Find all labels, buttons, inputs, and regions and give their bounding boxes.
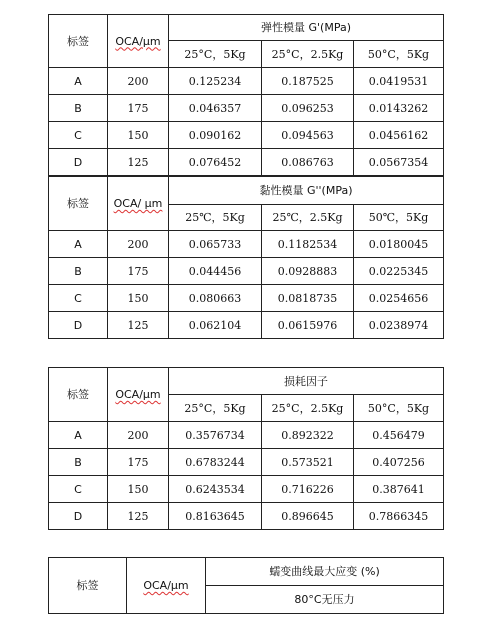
cell-value: 0.8163645 xyxy=(169,503,262,530)
cell-value: 0.080663 xyxy=(169,285,262,312)
label-header: 标签 xyxy=(49,15,108,68)
oca-header: OCA/μm xyxy=(115,388,161,401)
row-label: A xyxy=(49,68,108,95)
row-label: C xyxy=(49,122,108,149)
row-label: D xyxy=(49,312,108,339)
table-row xyxy=(49,312,444,339)
oca-value: 125 xyxy=(108,149,169,176)
oca-value: 150 xyxy=(108,122,169,149)
oca-header: OCA/ μm xyxy=(113,197,163,210)
table-row xyxy=(49,122,444,149)
cell-value: 0.044456 xyxy=(169,258,262,285)
cell-value: 0.125234 xyxy=(169,68,262,95)
cell-value: 0.0928883 xyxy=(262,258,354,285)
table-title: 蠕变曲线最大应变 (%) xyxy=(206,558,444,586)
table-row xyxy=(49,231,444,258)
table-row xyxy=(49,149,444,176)
oca-value: 150 xyxy=(108,285,169,312)
table-title: 损耗因子 xyxy=(169,368,444,395)
creep-strain-table xyxy=(48,557,444,614)
label-header: 标签 xyxy=(49,368,108,422)
cell-value: 0.046357 xyxy=(169,95,262,122)
loss-factor-table xyxy=(48,367,444,530)
condition-header: 25°C，2.5Kg xyxy=(262,395,354,422)
row-label: A xyxy=(49,422,108,449)
cell-value: 0.062104 xyxy=(169,312,262,339)
condition-header: 50°C，5Kg xyxy=(354,395,444,422)
cell-value: 0.076452 xyxy=(169,149,262,176)
cell-value: 0.896645 xyxy=(262,503,354,530)
oca-value: 200 xyxy=(108,422,169,449)
cell-value: 0.094563 xyxy=(262,122,354,149)
cell-value: 0.0456162 xyxy=(354,122,444,149)
cell-value: 0.0143262 xyxy=(354,95,444,122)
oca-value: 175 xyxy=(108,95,169,122)
table-row xyxy=(49,285,444,312)
table-row xyxy=(49,68,444,95)
oca-value: 150 xyxy=(108,476,169,503)
condition-header: 25°C，5Kg xyxy=(169,395,262,422)
cell-value: 0.0818735 xyxy=(262,285,354,312)
cell-value: 0.407256 xyxy=(354,449,444,476)
cell-value: 0.090162 xyxy=(169,122,262,149)
table-row xyxy=(49,476,444,503)
cell-value: 0.456479 xyxy=(354,422,444,449)
condition-header: 80°C无压力 xyxy=(206,586,444,614)
cell-value: 0.187525 xyxy=(262,68,354,95)
table-row xyxy=(49,449,444,476)
oca-header: OCA/μm xyxy=(115,34,161,48)
elastic-modulus-table xyxy=(48,14,444,176)
cell-value: 0.6783244 xyxy=(169,449,262,476)
oca-value: 200 xyxy=(108,68,169,95)
row-label: C xyxy=(49,285,108,312)
cell-value: 0.0567354 xyxy=(354,149,444,176)
oca-value: 125 xyxy=(108,503,169,530)
cell-value: 0.1182534 xyxy=(262,231,354,258)
cell-value: 0.0225345 xyxy=(354,258,444,285)
cell-value: 0.3576734 xyxy=(169,422,262,449)
row-label: D xyxy=(49,503,108,530)
cell-value: 0.0238974 xyxy=(354,312,444,339)
cell-value: 0.0419531 xyxy=(354,68,444,95)
condition-header: 50℃，5Kg xyxy=(354,205,444,231)
cell-value: 0.0254656 xyxy=(354,285,444,312)
condition-header: 50°C，5Kg xyxy=(354,41,444,68)
label-header: 标签 xyxy=(49,177,108,231)
table-row xyxy=(49,422,444,449)
condition-header: 25℃，5Kg xyxy=(169,205,262,231)
label-header: 标签 xyxy=(49,558,127,614)
cell-value: 0.086763 xyxy=(262,149,354,176)
row-label: B xyxy=(49,449,108,476)
cell-value: 0.065733 xyxy=(169,231,262,258)
table-title: 黏性模量 G''(MPa) xyxy=(169,177,444,205)
cell-value: 0.096253 xyxy=(262,95,354,122)
cell-value: 0.7866345 xyxy=(354,503,444,530)
cell-value: 0.0615976 xyxy=(262,312,354,339)
cell-value: 0.573521 xyxy=(262,449,354,476)
row-label: B xyxy=(49,258,108,285)
cell-value: 0.0180045 xyxy=(354,231,444,258)
row-label: B xyxy=(49,95,108,122)
table-title: 弹性模量 G'(MPa) xyxy=(169,15,444,41)
oca-value: 175 xyxy=(108,258,169,285)
row-label: A xyxy=(49,231,108,258)
cell-value: 0.387641 xyxy=(354,476,444,503)
oca-value: 200 xyxy=(108,231,169,258)
table-row xyxy=(49,503,444,530)
oca-header: OCA/μm xyxy=(143,579,189,592)
table-row xyxy=(49,95,444,122)
viscous-modulus-table xyxy=(48,176,444,339)
oca-value: 125 xyxy=(108,312,169,339)
oca-value: 175 xyxy=(108,449,169,476)
cell-value: 0.716226 xyxy=(262,476,354,503)
condition-header: 25°C，2.5Kg xyxy=(262,41,354,68)
condition-header: 25℃，2.5Kg xyxy=(262,205,354,231)
cell-value: 0.892322 xyxy=(262,422,354,449)
cell-value: 0.6243534 xyxy=(169,476,262,503)
row-label: D xyxy=(49,149,108,176)
row-label: C xyxy=(49,476,108,503)
table-row xyxy=(49,258,444,285)
condition-header: 25°C，5Kg xyxy=(169,41,262,68)
